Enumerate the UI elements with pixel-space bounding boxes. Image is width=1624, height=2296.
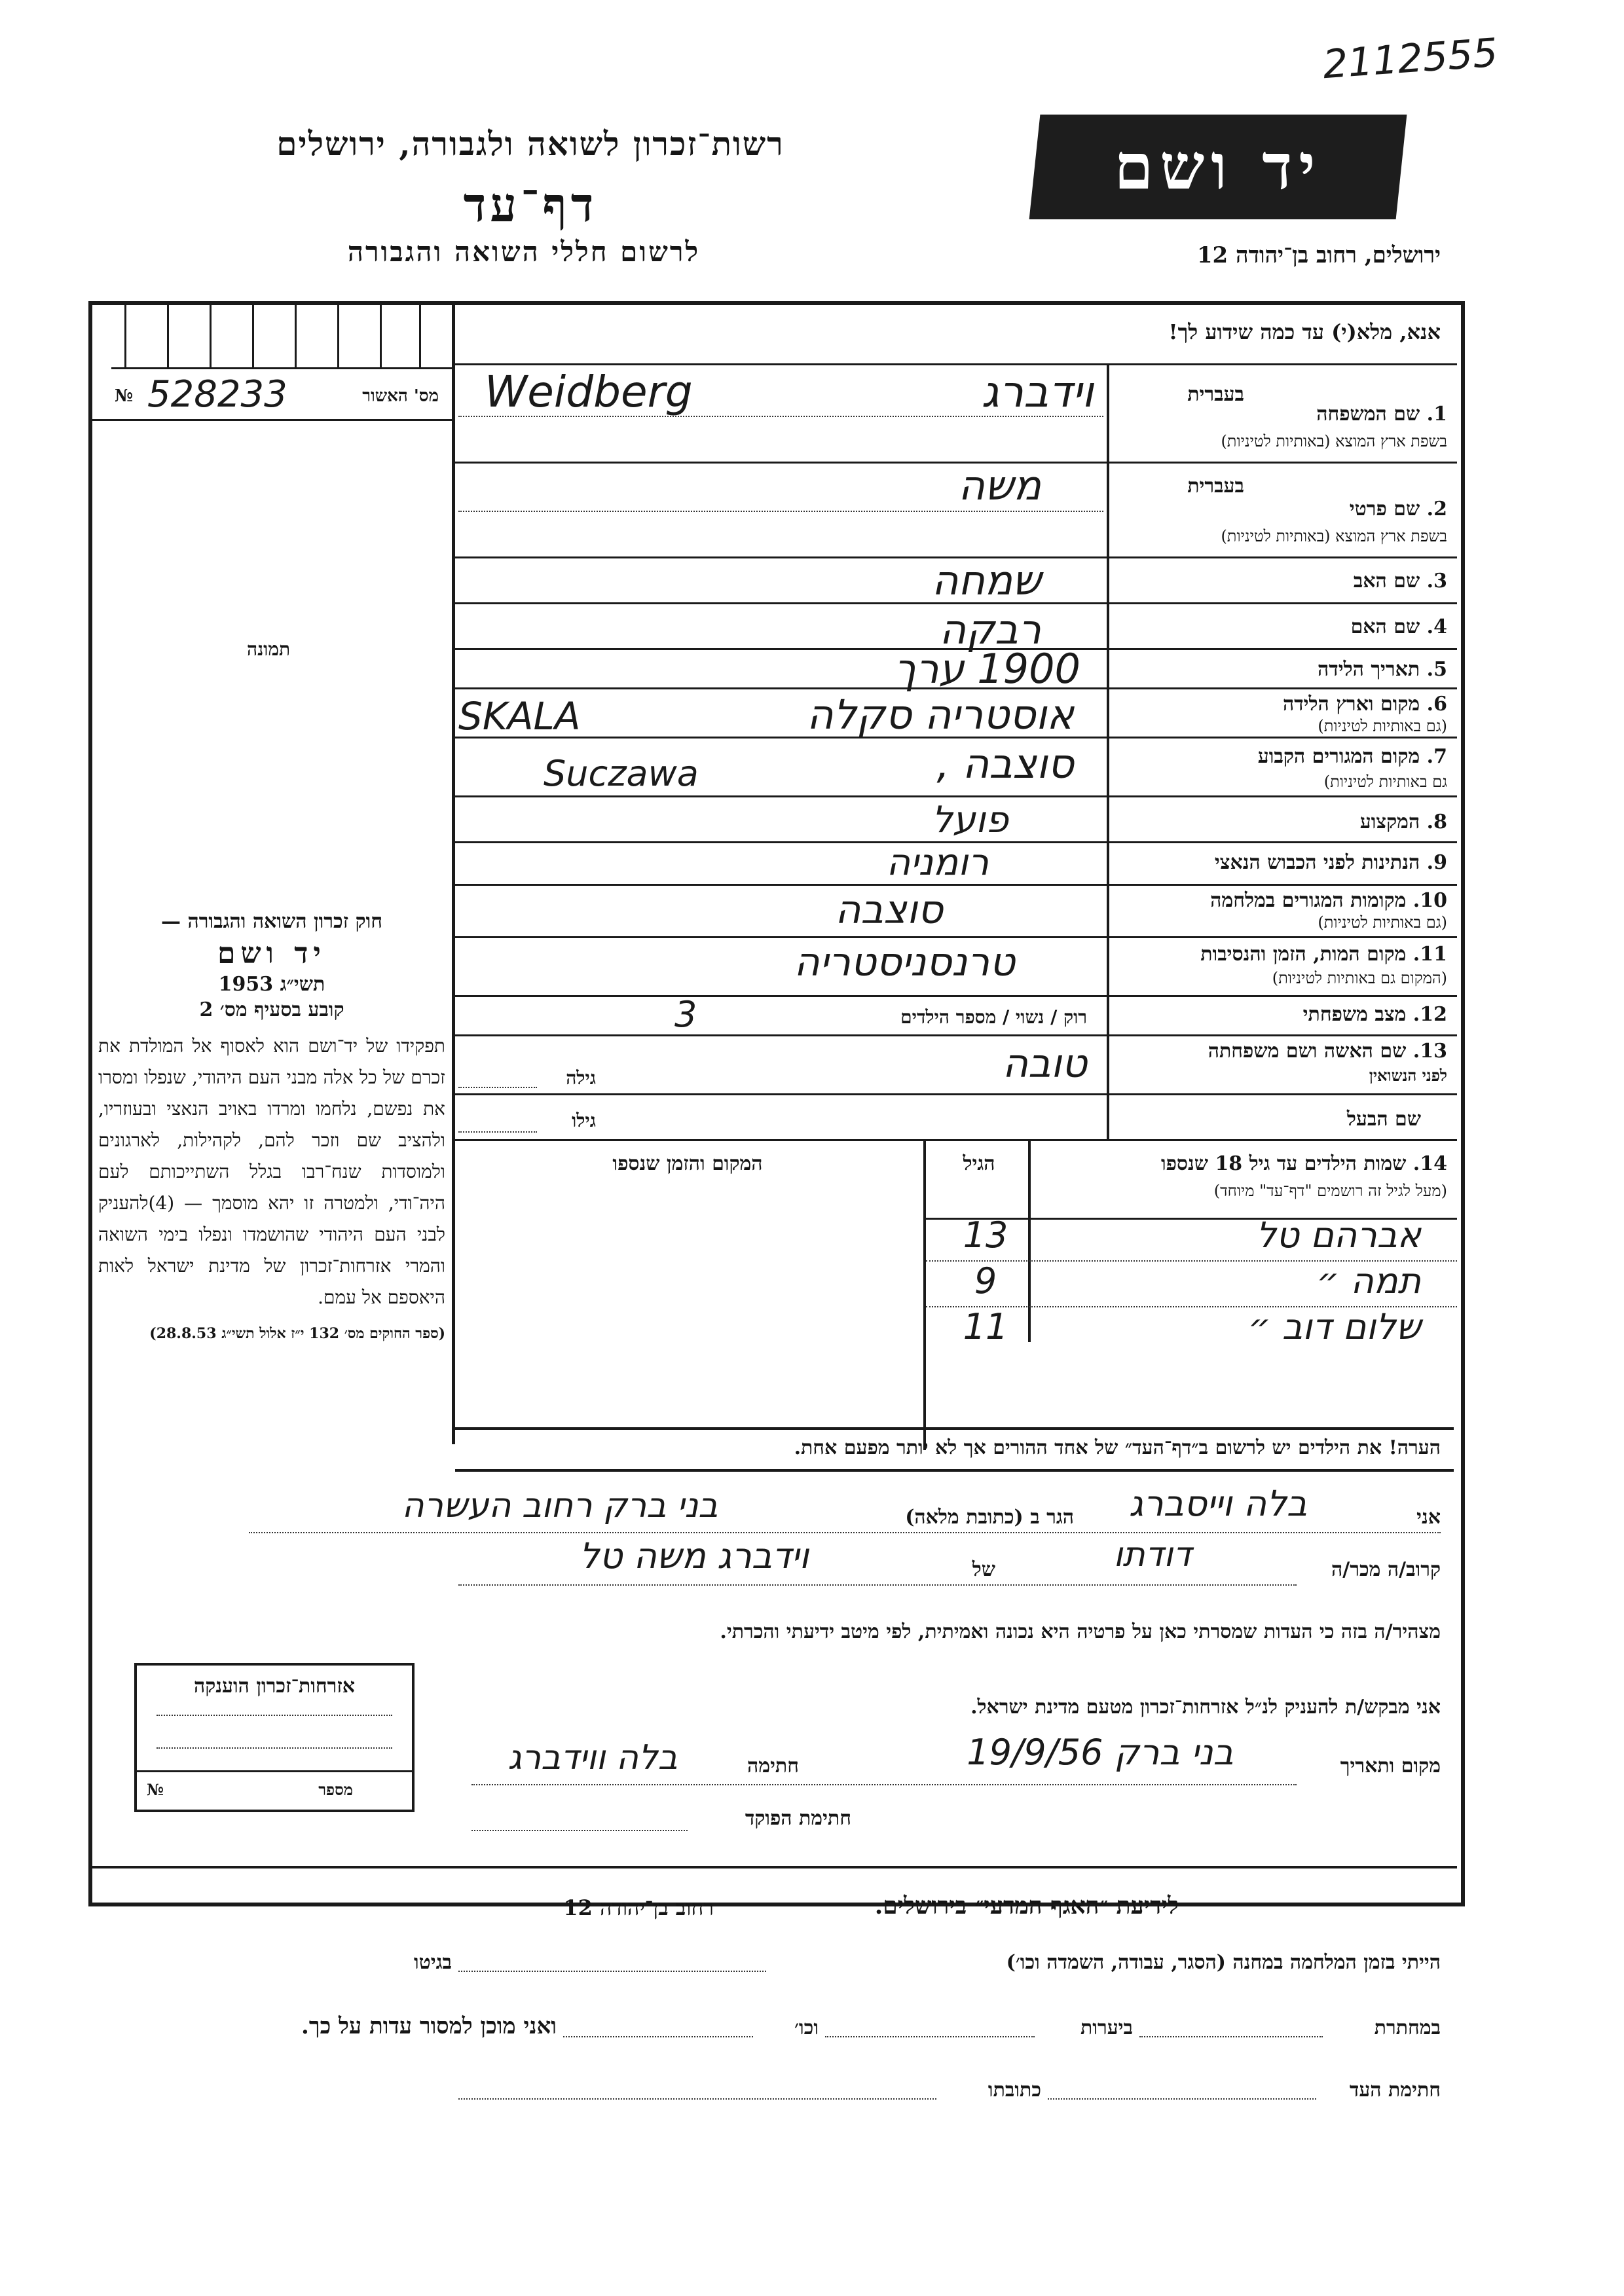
field-5-value: 1900 ערך [894,645,1080,693]
decl-place-date-value: בני ברק 19/9/56 [967,1732,1234,1773]
field-2-label: 2. שם פרטי [1349,498,1447,520]
field-4-label: 4. שם האם [1350,615,1447,638]
field-1-tag: בעברית [1187,383,1244,406]
field-6-label: 6. מקום וארץ הלידה [1282,693,1447,716]
decl-of-value: וידברג משה טל [579,1535,809,1576]
law-year: תשי״ג 1953 [218,973,325,996]
field-13-value: טובה [1002,1041,1087,1087]
approval-label: מס' האשור [362,386,439,406]
field-9-value: רומניה [886,841,989,884]
field-1-value: וידברג [981,367,1094,417]
field-6-latin-value: SKALA [458,694,581,738]
approval-number: 528233 [147,373,287,416]
yad-vashem-logo [1029,115,1407,219]
field-1-label: 1. שם המשפחה [1316,403,1447,426]
decl-relative-value: דודתו [1113,1535,1192,1575]
field-1-latin-value: Weidberg [485,367,693,417]
child-2-name: תמה ״ [1316,1260,1421,1302]
field-3-value: שמחה [931,556,1041,604]
decl-request: אני מבקש/ת להעניק לנ״ל אזרחות־זכרון מטעם מדינת ישראל. [970,1696,1441,1719]
field-4-value: רבקה [939,606,1041,653]
decl-signature-value: בלה ווידברג [507,1738,678,1777]
bottom-line2-ready: ואני מוכן למסור עדות על כך. [301,2013,557,2039]
field-10-value: סוצבה [835,887,943,933]
bottom-line1-camp: הייתי בזמן המלחמה במחנה (הסגר, עבודה, השמדה וכו׳) [1006,1951,1441,1974]
form-subtitle: לרשום חללי השואה והגבורה [347,236,701,268]
decl-officer-label: חתימת הפוקד [745,1807,851,1830]
field-2-sub: בשפת ארץ המוצא (באותיות לטיניות) [1221,527,1447,545]
note-box [455,1427,1454,1472]
bottom-line2-underground: במחתרת [1374,2016,1441,2039]
children-header-sub: (מעל לגיל זה רושמים "דף־עד" מיוחד) [1213,1182,1447,1200]
decl-lives-value: בני ברק רחוב העשרה [401,1486,718,1525]
field-12-options: רוק / נשוי / מספר הילדים [900,1006,1087,1028]
header-address: ירושלים, רחוב בן־יהודה 12 [1196,242,1441,268]
field-1-sub: בשפת ארץ המוצא (באותיות לטיניות) [1221,432,1447,450]
law-name: יד ושם [217,937,326,970]
field-3-label: 3. שם האב [1353,570,1447,592]
bottom-line1-ghetto: בגיטו [413,1951,452,1974]
field-6-value: אוסטריה סקלה [807,691,1074,738]
field-7-sub: גם באותיות לטיניות) [1323,773,1447,791]
field-7-value: סוצבה , [936,740,1074,788]
bottom-address: רחוב בן־יהודה 12 [563,1895,714,1920]
bottom-to: לידיעת ״האגף המדעי״ בירושלים. [874,1892,1179,1920]
field-11-sub: (המקום גם באותיות לטיניות) [1272,969,1447,987]
instruction-text: אנא, מלא(י) עד כמה שידוע לך! [1168,319,1441,344]
field-10-label: 10. מקומות המגורים במלחמה [1210,889,1447,912]
bottom-line2-etc: וכו׳ [794,2016,819,2039]
field-11-value: טרנסניסטריה [794,939,1015,985]
law-box [98,910,445,1342]
field-9-label: 9. הנתינות לפני הכבוש הנאצי [1214,851,1447,874]
child-3-age: 11 [963,1306,1008,1347]
field-11-label: 11. מקום המות, הזמן והנסיבות [1200,943,1447,966]
children-header: 14. שמות הילדים עד גיל 18 שנספו [1160,1152,1447,1175]
decl-signature-label: חתימה [747,1755,799,1777]
husband-label: שם הבעל [1346,1108,1421,1131]
decl-ani-value: בלה וייסברג [1128,1483,1308,1524]
child-1-name: אברהם טל [1256,1214,1421,1256]
law-body: תפקידו של יד־ושם הוא לאסוף אל המולדת את זכרם של כל אלה מבני העם היהודי, שנפלו ומסרו את נפשם, נלחמו ומרדו באויב הנאצי ובעוזריו, ולהציב שם וזכר להם, לקהילות, לארגונים ולמוסדות שנח־רבו בגלל השתייכותם לעם היה־ודי, ולמטרה זו יהא מוסמך — (4)להעניק לבני העם היהודי שהושמדו ונפלו בימי השואה והמרי אזרחות־זכרון של מדינת ישראל לאות היאספם אל עמם. [98,1035,445,1308]
child-1-age: 13 [963,1214,1008,1256]
approval-boxes [111,305,452,367]
field-2-value: משה [958,462,1041,509]
field-8-label: 8. המקצוע [1359,811,1447,833]
archive-stamp-number: 2112555 [1321,29,1500,88]
bottom-line2-forests: ביערות [1080,2016,1133,2039]
decl-ani-label: אני [1416,1506,1441,1529]
decl-statement: מצהיר/ה בזה כי העדות שמסרתי כאן על פרטיה היא נכונה ואמיתית, לפי מיטב ידיעתי והכרתי. [720,1620,1441,1643]
photo-label: תמונה [246,638,291,660]
law-section: קובע בסעיף מס׳ 2 [199,998,344,1021]
citizenship-number-label: מספר [318,1780,353,1799]
field-8-value: פועל [931,799,1008,841]
logo-text: יד ושם [1114,130,1322,204]
field-5-label: 5. תאריך הלידה [1318,658,1447,681]
child-3-name: שלום דוב ״ [1247,1306,1421,1347]
decl-place-date-label: מקום ותאריך [1340,1755,1441,1777]
field-12-label: 12. מצב משפחתי [1302,1003,1447,1026]
field-10-sub: (גם באותיות לטיניות) [1318,913,1447,932]
children-place-header: המקום והזמן שנספו [612,1152,763,1175]
husband-age-label: גילו [572,1110,596,1131]
citizenship-box [134,1663,415,1812]
field-2-tag: בעברית [1187,475,1244,498]
child-2-age: 9 [974,1260,997,1302]
field-13-label: 13. שם האשה ושם משפחתה [1208,1040,1447,1063]
law-title: חוק זכרון השואה והגבורה — [161,910,382,933]
bottom-line3-address: כתובתו [987,2079,1041,2102]
field-7-latin-value: Suczawa [544,753,699,794]
field-13-sub: לפני הנשואין [1369,1066,1447,1085]
authority-title: רשות־זכרון לשואה ולגבורה, ירושלים [276,124,784,163]
field-6-sub: (גם באותיות לטיניות) [1318,717,1447,735]
citizenship-no-mark: № [147,1780,164,1799]
law-citation: (ספר החוקים מס׳ 132 י״ז אלול תשי״ג 28.8.53) [149,1325,445,1342]
field-7-label: 7. מקום המגורים הקבוע [1257,745,1447,768]
decl-relative-label: קרוב/ה מכר/ה [1331,1558,1441,1581]
approval-no-mark: № [115,386,134,406]
form-title: דף־עד [463,177,598,232]
children-age-header: הגיל [963,1152,995,1175]
bottom-line3-witness-signature: חתימת העד [1349,2079,1441,2102]
citizenship-title: אזרחות־זכרון הוענקה [193,1675,356,1698]
decl-of-label: של [972,1558,995,1581]
decl-lives-label: הגר ב (כתובת מלאה) [905,1506,1074,1529]
field-12-children-count: 3 [674,994,697,1035]
note-text: הערה! את הילדים יש לרשום ב״דף־העד״ של אחד ההורים אך לא יותר מפעם אחת. [794,1436,1441,1459]
field-13-age-label: גילה [566,1067,596,1089]
